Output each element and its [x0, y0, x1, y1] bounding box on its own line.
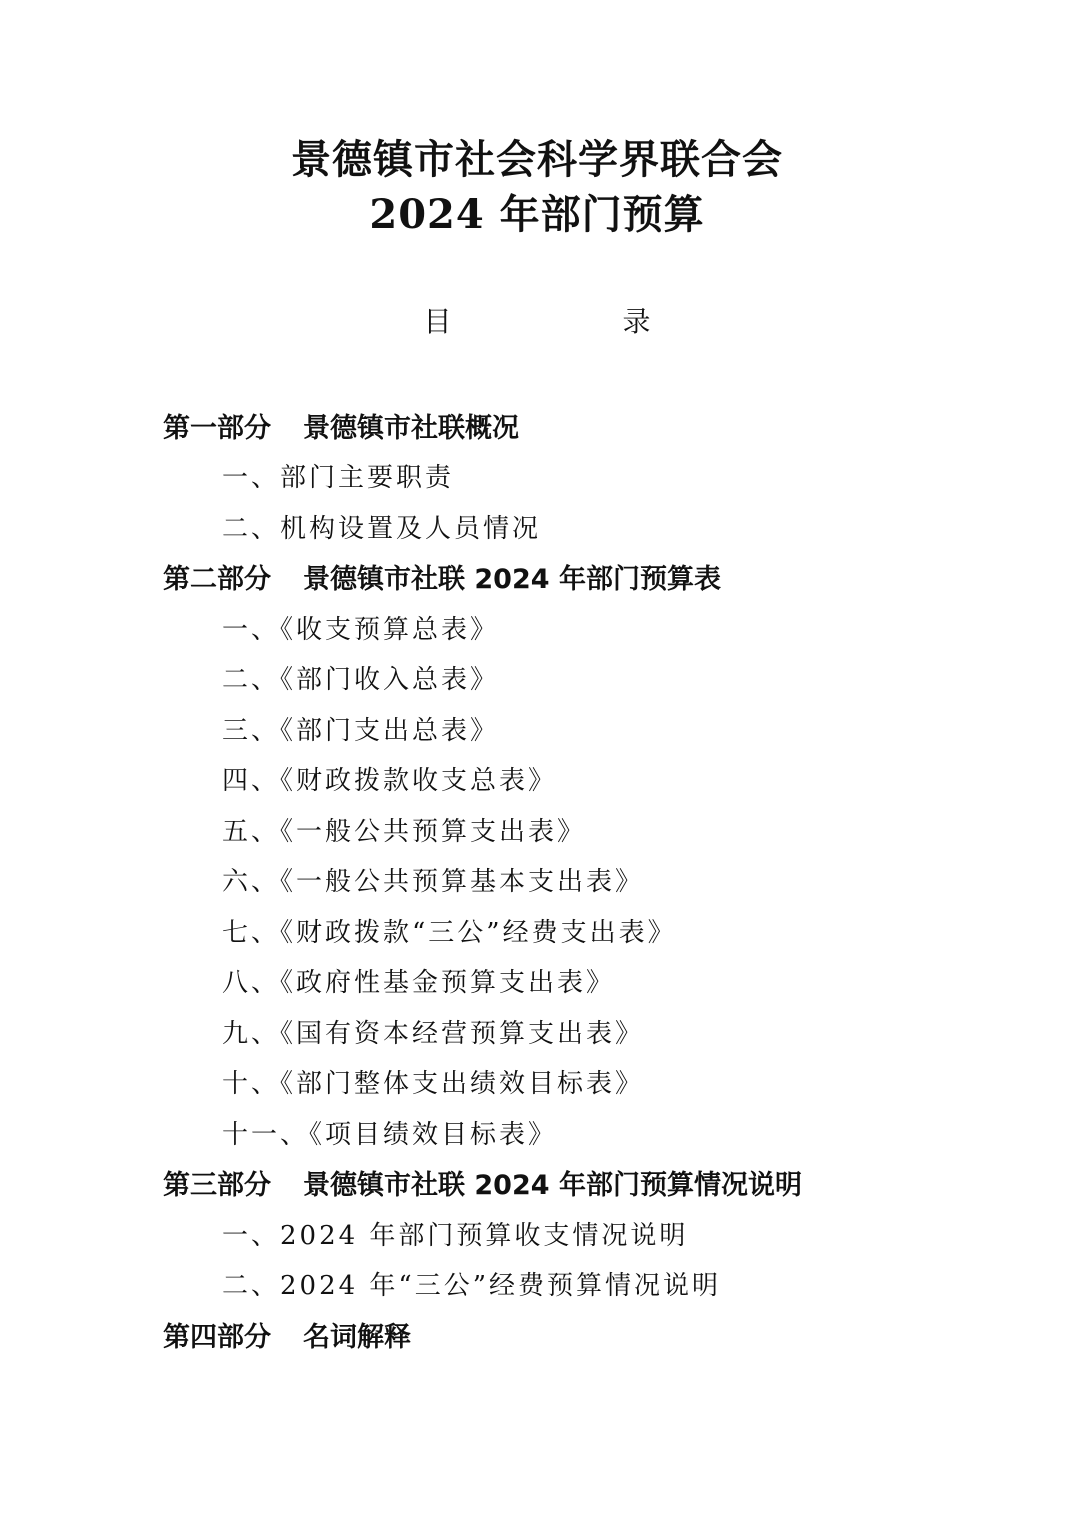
toc-item[interactable]: 七、《财政拨款“三公”经费支出表》 [222, 917, 677, 948]
document-title-line-1: 景德镇市社会科学界联合会 [291, 136, 783, 183]
toc-part-3[interactable] [0, 1158, 1074, 1209]
document-title-line-2: 2024 年部门预算 [369, 191, 705, 238]
toc-item[interactable]: 十一、《项目绩效目标表》 [222, 1119, 558, 1150]
toc-part-1[interactable] [0, 400, 1074, 451]
toc-part-2[interactable] [0, 552, 1074, 603]
toc-item[interactable]: 一、部门主要职责 [222, 463, 455, 494]
toc-item[interactable]: 三、《部门支出总表》 [222, 715, 500, 746]
table-of-contents [0, 400, 1074, 1360]
toc-item[interactable]: 五、《一般公共预算支出表》 [222, 816, 587, 847]
toc-item[interactable]: 二、机构设置及人员情况 [222, 513, 542, 544]
toc-part-title: 名词解释 [303, 1321, 411, 1353]
toc-part-title: 景德镇市社联 2024 年部门预算表 [303, 564, 721, 596]
toc-part-number: 第四部分 [163, 1321, 271, 1353]
toc-item[interactable]: 二、《部门收入总表》 [222, 665, 500, 696]
toc-item[interactable]: 一、2024 年部门预算收支情况说明 [222, 1220, 689, 1251]
toc-part-number: 第三部分 [163, 1170, 271, 1202]
toc-heading: 目 录 [423, 305, 707, 338]
toc-part-4[interactable] [0, 1309, 1074, 1360]
toc-item[interactable]: 六、《一般公共预算基本支出表》 [222, 867, 645, 898]
toc-item[interactable]: 二、2024 年“三公”经费预算情况说明 [222, 1271, 722, 1302]
toc-item[interactable]: 一、《收支预算总表》 [222, 614, 500, 645]
toc-part-number: 第一部分 [163, 412, 271, 444]
toc-item[interactable]: 九、《国有资本经营预算支出表》 [222, 1018, 645, 1049]
toc-part-title: 景德镇市社联概况 [303, 412, 519, 444]
toc-part-title: 景德镇市社联 2024 年部门预算情况说明 [303, 1170, 802, 1202]
toc-item[interactable]: 八、《政府性基金预算支出表》 [222, 968, 616, 999]
toc-item[interactable]: 十、《部门整体支出绩效目标表》 [222, 1069, 645, 1100]
toc-item[interactable]: 四、《财政拨款收支总表》 [222, 766, 558, 797]
toc-part-number: 第二部分 [163, 564, 271, 596]
